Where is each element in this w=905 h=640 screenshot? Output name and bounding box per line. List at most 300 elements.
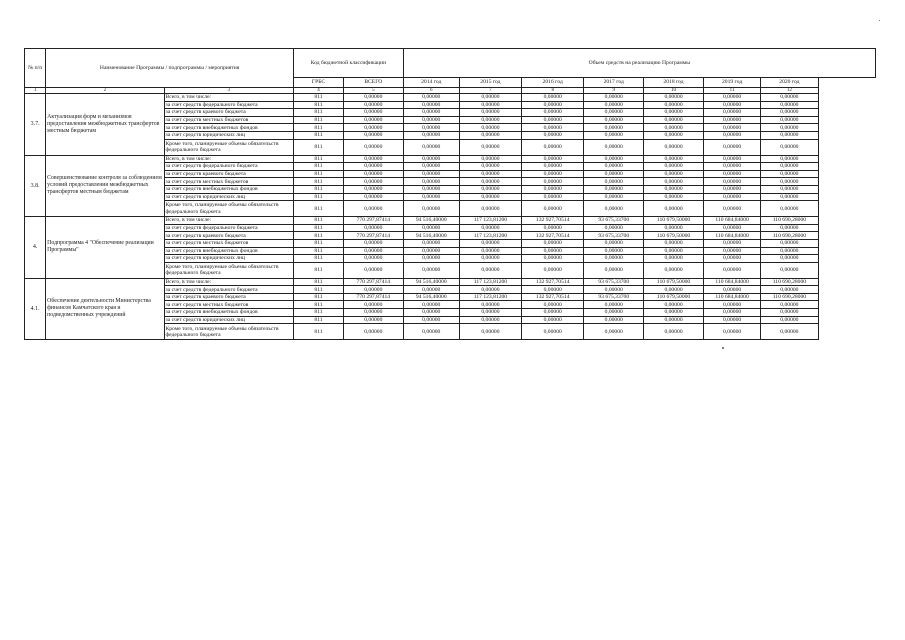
year-value: 0,00000 [584, 224, 644, 232]
year-value: 0,00000 [459, 324, 521, 340]
total-value: 0,00000 [343, 224, 403, 232]
year-value: 0,00000 [761, 101, 818, 109]
year-value: 0,00000 [584, 185, 644, 193]
grbs-code: 811 [294, 101, 344, 109]
year-value: 0,00000 [644, 109, 704, 117]
year-value: 0,00000 [703, 124, 760, 132]
year-value: 0,00000 [761, 324, 818, 340]
year-value: 0,00000 [761, 155, 818, 163]
total-value: 0,00000 [343, 163, 403, 171]
year-value: 0,00000 [644, 193, 704, 201]
year-value: 0,00000 [761, 262, 818, 278]
year-value: 0,00000 [761, 124, 818, 132]
total-value: 0,00000 [343, 262, 403, 278]
funding-source-label: за счет средств внебюджетных фондов [164, 247, 294, 255]
funding-source-label: Кроме того, планируемые объемы обязательств федерального бюджета [164, 324, 294, 340]
funding-source-label: за счет средств краевого бюджета [164, 232, 294, 240]
funding-source-label: за счет средств федерального бюджета [164, 286, 294, 294]
year-value: 0,00000 [403, 124, 459, 132]
year-value: 0,00000 [703, 109, 760, 117]
year-value: 0,00000 [703, 170, 760, 178]
year-value: 0,00000 [761, 163, 818, 171]
year-value: 0,00000 [584, 262, 644, 278]
grbs-code: 811 [294, 247, 344, 255]
year-value: 0,00000 [403, 109, 459, 117]
year-value: 0,00000 [459, 316, 521, 324]
grbs-code: 811 [294, 217, 344, 225]
grbs-code: 811 [294, 278, 344, 286]
year-value: 0,00000 [644, 178, 704, 186]
section-number: 4.1. [25, 278, 46, 340]
year-value: 0,00000 [522, 178, 584, 186]
year-value: 0,00000 [761, 239, 818, 247]
grbs-code: 811 [294, 262, 344, 278]
year-value: 0,00000 [584, 255, 644, 263]
year-value: 0,00000 [584, 239, 644, 247]
year-value: 0,00000 [644, 255, 704, 263]
grbs-code: 811 [294, 163, 344, 171]
year-value: 0,00000 [761, 185, 818, 193]
scan-speck [722, 347, 724, 349]
year-value: 0,00000 [459, 178, 521, 186]
total-value: 0,00000 [343, 139, 403, 155]
grbs-code: 811 [294, 185, 344, 193]
year-value: 0,00000 [761, 131, 818, 139]
total-value: 770 297,87414 [343, 217, 403, 225]
year-value: 0,00000 [403, 178, 459, 186]
funding-source-label: Кроме того, планируемые объемы обязательств федерального бюджета [164, 139, 294, 155]
year-value: 94 516,40000 [403, 217, 459, 225]
year-value: 0,00000 [403, 262, 459, 278]
column-number: 11 [703, 88, 760, 94]
year-value: 0,00000 [703, 262, 760, 278]
year-value: 0,00000 [459, 286, 521, 294]
funding-source-label: Всего, в том числе: [164, 217, 294, 225]
funding-source-label: Всего, в том числе: [164, 94, 294, 102]
year-value: 0,00000 [459, 201, 521, 217]
year-value: 0,00000 [761, 193, 818, 201]
year-value: 0,00000 [644, 94, 704, 102]
column-number: 10 [644, 88, 704, 94]
grbs-code: 811 [294, 139, 344, 155]
total-value: 0,00000 [343, 131, 403, 139]
funding-source-label: за счет средств федерального бюджета [164, 101, 294, 109]
grbs-code: 811 [294, 116, 344, 124]
year-value: 93 675,33700 [584, 293, 644, 301]
year-value: 0,00000 [703, 163, 760, 171]
year-value: 0,00000 [584, 109, 644, 117]
year-value: 0,00000 [761, 301, 818, 309]
year-value: 0,00000 [703, 139, 760, 155]
year-value: 0,00000 [644, 170, 704, 178]
year-value: 110 690,28000 [761, 232, 818, 240]
header-year: 2014 год [403, 78, 459, 88]
funding-source-label: за счет средств внебюджетных фондов [164, 185, 294, 193]
total-value: 0,00000 [343, 185, 403, 193]
year-value: 0,00000 [644, 286, 704, 294]
year-value: 0,00000 [522, 185, 584, 193]
scan-speck [879, 20, 880, 21]
year-value: 0,00000 [584, 101, 644, 109]
year-value: 0,00000 [703, 201, 760, 217]
year-value: 0,00000 [522, 247, 584, 255]
year-value: 0,00000 [584, 139, 644, 155]
year-value: 0,00000 [644, 324, 704, 340]
header-grbs: ГРБС [294, 78, 344, 88]
header-year: 2020 год [761, 78, 818, 88]
total-value: 0,00000 [343, 94, 403, 102]
year-value: 0,00000 [403, 101, 459, 109]
table-row [25, 278, 876, 286]
year-value: 0,00000 [403, 201, 459, 217]
grbs-code: 811 [294, 316, 344, 324]
year-value: 0,00000 [522, 262, 584, 278]
total-value: 0,00000 [343, 247, 403, 255]
year-value: 0,00000 [522, 309, 584, 317]
section-number: 3.8. [25, 155, 46, 217]
year-value: 117 123,81200 [459, 232, 521, 240]
year-value: 132 927,70514 [522, 293, 584, 301]
grbs-code: 811 [294, 239, 344, 247]
year-value: 0,00000 [644, 247, 704, 255]
year-value: 0,00000 [703, 185, 760, 193]
year-value: 0,00000 [522, 316, 584, 324]
year-value: 0,00000 [584, 94, 644, 102]
header-year: 2019 год [703, 78, 760, 88]
total-value: 0,00000 [343, 239, 403, 247]
year-value: 0,00000 [761, 94, 818, 102]
year-value: 0,00000 [459, 163, 521, 171]
year-value: 0,00000 [584, 124, 644, 132]
year-value: 0,00000 [522, 239, 584, 247]
year-value: 0,00000 [403, 247, 459, 255]
year-value: 0,00000 [522, 224, 584, 232]
year-value: 110 679,50000 [644, 217, 704, 225]
total-value: 0,00000 [343, 109, 403, 117]
grbs-code: 811 [294, 324, 344, 340]
column-number: 3 [164, 88, 294, 94]
column-number: 4 [294, 88, 344, 94]
year-value: 0,00000 [584, 178, 644, 186]
funding-source-label: Кроме того, планируемые объемы обязательств федерального бюджета [164, 201, 294, 217]
year-value: 0,00000 [644, 155, 704, 163]
year-value: 0,00000 [584, 286, 644, 294]
grbs-code: 811 [294, 124, 344, 132]
funding-source-label: за счет средств федерального бюджета [164, 224, 294, 232]
total-value: 0,00000 [343, 255, 403, 263]
year-value: 0,00000 [459, 262, 521, 278]
year-value: 0,00000 [403, 116, 459, 124]
funding-source-label: за счет средств внебюджетных фондов [164, 309, 294, 317]
year-value: 0,00000 [703, 155, 760, 163]
funding-source-label: за счет средств юридических лиц [164, 316, 294, 324]
funding-source-label: за счет средств краевого бюджета [164, 109, 294, 117]
year-value: 0,00000 [584, 116, 644, 124]
year-value: 0,00000 [522, 193, 584, 201]
header-total: ВСЕГО [343, 78, 403, 88]
year-value: 0,00000 [644, 262, 704, 278]
total-value: 0,00000 [343, 286, 403, 294]
year-value: 0,00000 [703, 286, 760, 294]
year-value: 110 684,84000 [703, 232, 760, 240]
year-value: 110 679,50000 [644, 232, 704, 240]
funding-source-label: Всего, в том числе: [164, 155, 294, 163]
year-value: 0,00000 [761, 309, 818, 317]
table-row [25, 217, 876, 225]
year-value: 0,00000 [644, 185, 704, 193]
year-value: 0,00000 [459, 170, 521, 178]
year-value: 0,00000 [522, 101, 584, 109]
year-value: 0,00000 [761, 316, 818, 324]
year-value: 0,00000 [584, 324, 644, 340]
year-value: 0,00000 [403, 309, 459, 317]
year-value: 110 690,28000 [761, 293, 818, 301]
year-value: 0,00000 [522, 109, 584, 117]
year-value: 0,00000 [522, 139, 584, 155]
column-number: 7 [459, 88, 521, 94]
year-value: 0,00000 [761, 170, 818, 178]
header-year: 2018 год [644, 78, 704, 88]
year-value: 132 927,70514 [522, 232, 584, 240]
year-value: 0,00000 [644, 239, 704, 247]
total-value: 770 297,87414 [343, 293, 403, 301]
year-value: 94 516,40000 [403, 232, 459, 240]
year-value: 0,00000 [459, 101, 521, 109]
year-value: 110 690,28000 [761, 217, 818, 225]
year-value: 0,00000 [522, 286, 584, 294]
funding-source-label: за счет средств местных бюджетов [164, 239, 294, 247]
funding-source-label: Всего, в том числе: [164, 278, 294, 286]
year-value: 0,00000 [584, 131, 644, 139]
grbs-code: 811 [294, 131, 344, 139]
grbs-code: 811 [294, 193, 344, 201]
year-value: 0,00000 [403, 163, 459, 171]
year-value: 0,00000 [761, 139, 818, 155]
total-value: 0,00000 [343, 116, 403, 124]
header-no: № п/п [25, 49, 46, 88]
year-value: 0,00000 [703, 224, 760, 232]
grbs-code: 811 [294, 301, 344, 309]
funding-source-label: за счет средств краевого бюджета [164, 293, 294, 301]
total-value: 0,00000 [343, 316, 403, 324]
funding-source-label: за счет средств местных бюджетов [164, 116, 294, 124]
year-value: 0,00000 [584, 193, 644, 201]
year-value: 0,00000 [459, 185, 521, 193]
year-value: 0,00000 [703, 116, 760, 124]
table-row [25, 155, 876, 163]
year-value: 0,00000 [584, 155, 644, 163]
year-value: 0,00000 [459, 116, 521, 124]
year-value: 0,00000 [403, 301, 459, 309]
grbs-code: 811 [294, 201, 344, 217]
year-value: 0,00000 [459, 255, 521, 263]
year-value: 0,00000 [761, 178, 818, 186]
year-value: 94 516,40000 [403, 278, 459, 286]
total-value: 0,00000 [343, 101, 403, 109]
header-year: 2017 год [584, 78, 644, 88]
year-value: 0,00000 [644, 124, 704, 132]
column-number: 12 [761, 88, 818, 94]
funding-source-label: за счет средств краевого бюджета [164, 170, 294, 178]
year-value: 0,00000 [703, 324, 760, 340]
funding-source-label: Кроме того, планируемые объемы обязательств федерального бюджета [164, 262, 294, 278]
header-year: 2016 год [522, 78, 584, 88]
grbs-code: 811 [294, 309, 344, 317]
year-value: 0,00000 [459, 131, 521, 139]
year-value: 0,00000 [522, 124, 584, 132]
total-value: 0,00000 [343, 155, 403, 163]
year-value: 0,00000 [522, 324, 584, 340]
total-value: 0,00000 [343, 124, 403, 132]
year-value: 0,00000 [403, 286, 459, 294]
year-value: 110 679,50000 [644, 293, 704, 301]
header-volume: Объем средств на реализацию Программы [403, 49, 875, 78]
column-number: 1 [25, 88, 46, 94]
year-value: 0,00000 [459, 193, 521, 201]
year-value: 110 690,28000 [761, 278, 818, 286]
funding-source-label: за счет средств федерального бюджета [164, 163, 294, 171]
column-number: 8 [522, 88, 584, 94]
year-value: 0,00000 [459, 124, 521, 132]
year-value: 132 927,70514 [522, 278, 584, 286]
year-value: 0,00000 [703, 309, 760, 317]
grbs-code: 811 [294, 286, 344, 294]
year-value: 93 675,33700 [584, 232, 644, 240]
year-value: 0,00000 [644, 101, 704, 109]
year-value: 0,00000 [584, 316, 644, 324]
section-name: Актуализация форм и механизмов предоставления межбюджетных трансфертов местным бюджетам [46, 94, 164, 156]
year-value: 0,00000 [644, 309, 704, 317]
year-value: 93 675,33700 [584, 278, 644, 286]
year-value: 0,00000 [761, 224, 818, 232]
year-value: 94 516,40000 [403, 293, 459, 301]
grbs-code: 811 [294, 224, 344, 232]
year-value: 110 684,84000 [703, 217, 760, 225]
year-value: 0,00000 [584, 201, 644, 217]
column-number: 5 [343, 88, 403, 94]
column-number: 6 [403, 88, 459, 94]
funding-source-label: за счет средств местных бюджетов [164, 301, 294, 309]
year-value: 0,00000 [644, 139, 704, 155]
total-value: 0,00000 [343, 201, 403, 217]
year-value: 0,00000 [403, 155, 459, 163]
total-value: 0,00000 [343, 170, 403, 178]
header-name: Наименование Программы / подпрограммы / мероприятия [46, 49, 294, 88]
year-value: 0,00000 [459, 94, 521, 102]
funding-source-label: за счет средств юридических лиц [164, 131, 294, 139]
year-value: 0,00000 [644, 116, 704, 124]
header-code: Код бюджетной классификации [294, 49, 404, 78]
funding-source-label: за счет средств внебюджетных фондов [164, 124, 294, 132]
year-value: 0,00000 [522, 155, 584, 163]
year-value: 0,00000 [403, 255, 459, 263]
grbs-code: 811 [294, 293, 344, 301]
year-value: 0,00000 [403, 239, 459, 247]
year-value: 0,00000 [703, 239, 760, 247]
year-value: 0,00000 [459, 301, 521, 309]
year-value: 0,00000 [703, 101, 760, 109]
year-value: 0,00000 [703, 247, 760, 255]
year-value: 110 684,84000 [703, 278, 760, 286]
year-value: 0,00000 [459, 247, 521, 255]
table-body [25, 88, 876, 340]
total-value: 770 297,87414 [343, 232, 403, 240]
year-value: 0,00000 [403, 94, 459, 102]
year-value: 0,00000 [522, 163, 584, 171]
total-value: 770 297,87414 [343, 278, 403, 286]
year-value: 0,00000 [403, 170, 459, 178]
year-value: 0,00000 [644, 301, 704, 309]
year-value: 0,00000 [703, 178, 760, 186]
year-value: 0,00000 [584, 309, 644, 317]
year-value: 0,00000 [522, 94, 584, 102]
grbs-code: 811 [294, 94, 344, 102]
year-value: 0,00000 [403, 324, 459, 340]
year-value: 0,00000 [703, 255, 760, 263]
year-value: 0,00000 [459, 309, 521, 317]
funding-source-label: за счет средств местных бюджетов [164, 178, 294, 186]
year-value: 0,00000 [761, 247, 818, 255]
year-value: 0,00000 [644, 131, 704, 139]
year-value: 0,00000 [522, 201, 584, 217]
funding-source-label: за счет средств юридических лиц [164, 255, 294, 263]
year-value: 0,00000 [584, 170, 644, 178]
year-value: 0,00000 [584, 301, 644, 309]
grbs-code: 811 [294, 232, 344, 240]
year-value: 0,00000 [459, 224, 521, 232]
year-value: 0,00000 [403, 139, 459, 155]
year-value: 0,00000 [703, 316, 760, 324]
year-value: 0,00000 [459, 155, 521, 163]
year-value: 0,00000 [584, 163, 644, 171]
section-name: Совершенствование контроля за соблюдением условий предоставления межбюджетных трансфертов местным бюджетам [46, 155, 164, 217]
year-value: 0,00000 [761, 116, 818, 124]
year-value: 0,00000 [403, 193, 459, 201]
year-value: 0,00000 [761, 286, 818, 294]
year-value: 110 684,84000 [703, 293, 760, 301]
funding-source-label: за счет средств юридических лиц [164, 193, 294, 201]
grbs-code: 811 [294, 155, 344, 163]
year-value: 117 123,81200 [459, 217, 521, 225]
year-value: 0,00000 [703, 131, 760, 139]
column-number: 2 [46, 88, 164, 94]
year-value: 0,00000 [403, 224, 459, 232]
grbs-code: 811 [294, 170, 344, 178]
year-value: 132 927,70514 [522, 217, 584, 225]
year-value: 0,00000 [522, 255, 584, 263]
total-value: 0,00000 [343, 301, 403, 309]
year-value: 0,00000 [761, 109, 818, 117]
year-value: 110 679,50000 [644, 278, 704, 286]
year-value: 0,00000 [644, 316, 704, 324]
year-value: 117 123,81200 [459, 278, 521, 286]
grbs-code: 811 [294, 109, 344, 117]
budget-table [24, 48, 876, 340]
year-value: 0,00000 [403, 185, 459, 193]
year-value: 0,00000 [459, 109, 521, 117]
year-value: 0,00000 [703, 94, 760, 102]
year-value: 0,00000 [761, 255, 818, 263]
grbs-code: 811 [294, 178, 344, 186]
total-value: 0,00000 [343, 193, 403, 201]
year-value: 0,00000 [761, 201, 818, 217]
year-value: 0,00000 [522, 116, 584, 124]
year-value: 0,00000 [459, 139, 521, 155]
year-value: 0,00000 [644, 163, 704, 171]
year-value: 0,00000 [403, 131, 459, 139]
year-value: 0,00000 [522, 301, 584, 309]
year-value: 93 675,33700 [584, 217, 644, 225]
